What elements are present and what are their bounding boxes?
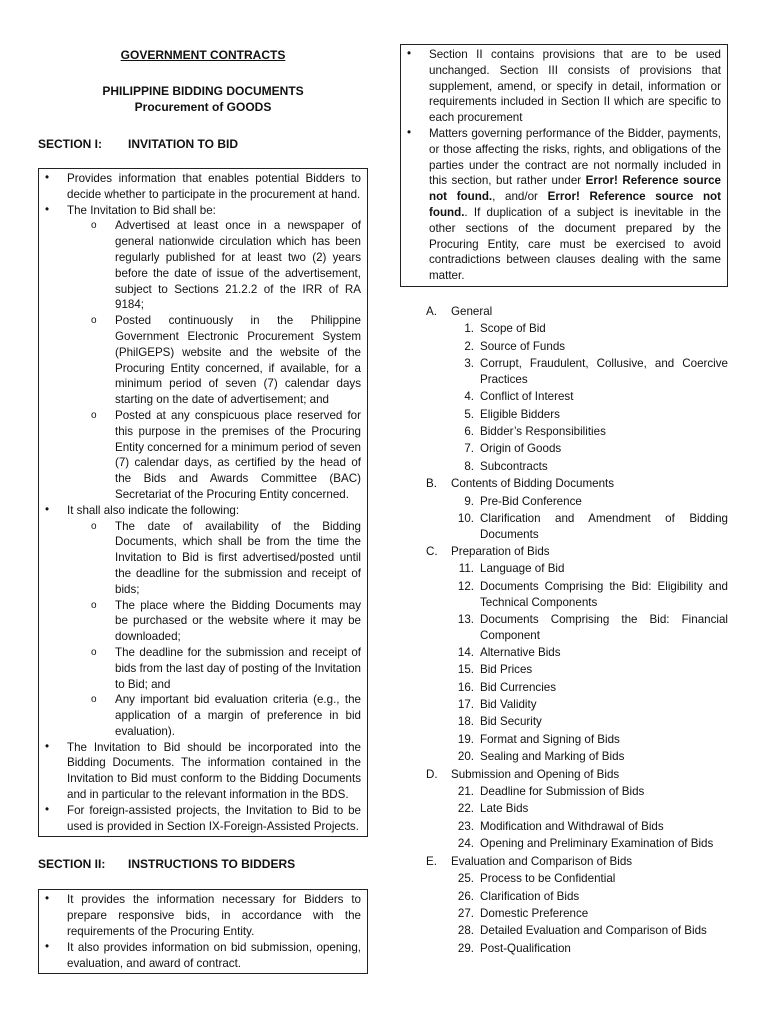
reference-error-text: Error! Reference source not found. xyxy=(429,174,721,204)
toc-item-label: Language of Bid xyxy=(480,562,565,576)
list-item-text: It also provides information on bid submission, opening, evaluation, and award of contract. xyxy=(67,940,361,970)
list-item xyxy=(45,803,361,835)
sub-list-item-text: Posted continuously in the Philippine Government Electronic Procurement System (PhilGEPS) website and the website of the Procuring Entity concerned, if available, for a minimum period of seven (7) calendar days starting on the date of advertisement; and xyxy=(115,314,361,407)
bullet-icon: • xyxy=(45,202,50,216)
circle-bullet-icon: o xyxy=(91,520,97,532)
toc-group-label: Submission and Opening of Bids xyxy=(451,767,620,781)
notes-text-pre: Matters governing performance of the Bidder, payments, or those affecting the risks, rights, and obligations of the parties under the contract are not normally included in this section, but rather under xyxy=(429,126,721,188)
toc-item-number: 10. xyxy=(457,512,474,526)
circle-bullet-icon: o xyxy=(91,220,97,232)
toc-group-d xyxy=(426,766,728,783)
list-item-text: It provides the information necessary for Bidders to prepare responsive bids, in accordance with the requirements of the Procuring Entity. xyxy=(67,893,361,939)
toc-item-number: 24. xyxy=(457,837,474,851)
toc-item-label: Clarification of Bids xyxy=(480,889,580,903)
toc-group-a-items xyxy=(426,320,728,475)
toc-item-label: Origin of Goods xyxy=(480,442,562,456)
list-item xyxy=(45,203,361,219)
toc-item xyxy=(447,320,728,337)
toc-item-number: 2. xyxy=(464,339,474,353)
toc-item-label: Domestic Preference xyxy=(480,906,589,920)
toc-item-label: Sealing and Marking of Bids xyxy=(480,750,625,764)
toc-item-number: 11. xyxy=(458,562,474,576)
toc-item xyxy=(447,888,728,905)
circle-bullet-icon: o xyxy=(91,315,97,327)
toc-item xyxy=(447,338,728,355)
toc-group-label: Contents of Bidding Documents xyxy=(451,477,615,491)
toc-item xyxy=(447,731,728,748)
toc-item-label: Alternative Bids xyxy=(480,645,561,659)
toc-item-number: 22. xyxy=(457,802,474,816)
toc-item xyxy=(447,406,728,423)
toc-item-number: 26. xyxy=(457,889,474,903)
toc-group-marker: A. xyxy=(426,304,437,318)
toc-item-label: Bid Prices xyxy=(480,663,533,677)
toc-item xyxy=(447,713,728,730)
circle-bullet-icon: o xyxy=(91,599,97,611)
toc-item xyxy=(447,679,728,696)
toc-item xyxy=(447,388,728,405)
circle-bullet-icon: o xyxy=(91,409,97,421)
bullet-icon: • xyxy=(407,125,412,139)
toc-item-number: 15. xyxy=(457,663,474,677)
toc-group-label: Evaluation and Comparison of Bids xyxy=(451,854,633,868)
toc-item xyxy=(447,661,728,678)
list-item xyxy=(407,47,721,126)
bullet-icon: • xyxy=(407,47,412,60)
toc-item xyxy=(447,458,728,475)
toc-item-label: Subcontracts xyxy=(480,459,548,473)
toc-group-marker: E. xyxy=(426,854,437,868)
list-item-text: The Invitation to Bid should be incorporated into the Bidding Documents. The information contained in the Invitation to Bid must conform to the Bidding Documents and in particular to the relevant information in the BDS. xyxy=(67,740,361,802)
toc-group-marker: D. xyxy=(426,767,438,781)
toc-group-e xyxy=(426,853,728,870)
list-item xyxy=(45,940,361,972)
toc-item-label: Pre-Bid Conference xyxy=(480,494,582,508)
sub-list-item xyxy=(91,313,361,408)
bullet-icon: • xyxy=(45,502,50,516)
toc-item-number: 7. xyxy=(464,442,474,456)
toc-item-label: Conflict of Interest xyxy=(480,390,574,404)
notes-text-mid: , and/or xyxy=(492,190,548,204)
toc-group-d-items xyxy=(426,783,728,853)
bullet-icon: • xyxy=(45,739,50,753)
toc-item xyxy=(447,611,728,644)
doc-heading-docs: PHILIPPINE BIDDING DOCUMENTS xyxy=(102,84,304,98)
list-item-text: For foreign-assisted projects, the Invitation to Bid to be used is provided in Section IX-Foreign-Assisted Projects. xyxy=(67,803,361,833)
notes-box xyxy=(400,44,728,287)
toc-item-number: 1. xyxy=(464,322,474,336)
toc-group-b xyxy=(426,475,728,492)
toc-item-number: 21. xyxy=(457,785,474,799)
toc-item xyxy=(447,922,728,939)
sub-list-item-text: Any important bid evaluation criteria (e.g., the application of a margin of preference in bid evaluation). xyxy=(115,693,361,738)
list-item xyxy=(407,126,721,284)
sub-list-item-text: Posted at any conspicuous place reserved for this purpose in the premises of the Procuring Entity concerned for a minimum period of seven (7) calendar days, as certified by the head of the Bids and Awards Committee (BAC) Secretariat of the Procuring Entity concerned. xyxy=(115,408,361,501)
toc-item xyxy=(447,748,728,765)
toc-item-label: Deadline for Submission of Bids xyxy=(480,785,645,799)
list-item xyxy=(45,892,361,939)
circle-bullet-icon: o xyxy=(91,694,97,706)
toc-group-c-items xyxy=(426,560,728,765)
list-item xyxy=(45,171,361,203)
toc-item-label: Source of Funds xyxy=(480,339,566,353)
reference-error-text: Error! Reference source not found. xyxy=(429,190,721,219)
bullet-icon: • xyxy=(45,171,50,184)
sub-list-item-text: The date of availability of the Bidding Documents, which shall be from the time the Invitation to Bid is first advertised/posted until the deadline for the submission and receipt of bids; xyxy=(115,519,361,596)
section-2-title: INSTRUCTIONS TO BIDDERS xyxy=(128,857,296,872)
notes-text-post: . If duplication of a subject is inevitable in the other sections of the document prepared by the Procuring Entity, care must be exercised to avoid contradictions between clauses dealing with the same matter. xyxy=(429,205,721,283)
toc-group-label: Preparation of Bids xyxy=(451,545,550,559)
toc-item-number: 12. xyxy=(457,579,474,593)
toc-item xyxy=(447,905,728,922)
left-column xyxy=(38,44,368,974)
bullet-icon: • xyxy=(45,892,50,906)
section-1-title: INVITATION TO BID xyxy=(128,137,238,151)
sub-list-item xyxy=(91,408,361,503)
toc-item xyxy=(447,800,728,817)
toc-item-label: Modification and Withdrawal of Bids xyxy=(480,819,664,833)
toc-item-number: 13. xyxy=(457,612,474,626)
toc-item-number: 29. xyxy=(457,941,474,955)
toc-item-number: 25. xyxy=(457,872,474,886)
sub-list-item-text: The place where the Bidding Documents may be purchased or the website where it may be downloaded; xyxy=(115,598,361,644)
toc-item-label: Format and Signing of Bids xyxy=(480,732,620,746)
toc-item xyxy=(447,940,728,957)
toc-item xyxy=(447,510,728,543)
section-1-box xyxy=(38,168,368,837)
sub-list-item xyxy=(91,218,361,313)
sub-list-item-text: The deadline for the submission and receipt of bids from the last day of posting of the Invitation to Bid; and xyxy=(115,645,361,691)
bullet-icon: • xyxy=(45,802,50,816)
toc-item xyxy=(447,560,728,577)
toc-group-marker: C. xyxy=(426,545,438,559)
toc-item-number: 17. xyxy=(457,698,474,712)
toc-item xyxy=(447,440,728,457)
toc-item-label: Process to be Confidential xyxy=(480,872,616,886)
sub-list-item xyxy=(91,645,361,692)
sub-list-item xyxy=(91,598,361,645)
toc-item-label: Documents Comprising the Bid: Financial Component xyxy=(480,612,728,642)
toc-item xyxy=(447,644,728,661)
toc-item-label: Bidder’s Responsibilities xyxy=(480,424,606,438)
toc-item-label: Eligible Bidders xyxy=(480,407,560,421)
list-item-text: Section II contains provisions that are to be used unchanged. Section III consists of provisions that supplement, amend, or specify in detail, information or requirements included in Section II which are specific to each procurement xyxy=(429,48,721,125)
toc-item xyxy=(447,578,728,611)
toc-item-label: Bid Security xyxy=(480,715,542,729)
toc-item-label: Scope of Bid xyxy=(480,322,546,336)
toc-item-number: 6. xyxy=(464,424,474,438)
toc-item xyxy=(447,493,728,510)
toc-item-number: 9. xyxy=(464,494,474,508)
toc-item-label: Bid Currencies xyxy=(480,680,557,694)
toc-item-number: 20. xyxy=(457,750,474,764)
section-2-number: SECTION II: xyxy=(38,857,106,872)
toc-group-a xyxy=(426,303,728,320)
doc-heading-goods: Procurement of GOODS xyxy=(134,100,272,114)
doc-heading-contracts: GOVERNMENT CONTRACTS xyxy=(120,48,286,62)
list-item-text xyxy=(429,126,721,284)
toc-item xyxy=(447,818,728,835)
toc-item-label: Opening and Preliminary Examination of Bids xyxy=(480,837,714,851)
toc-item-number: 16. xyxy=(457,680,474,694)
list-item xyxy=(45,740,361,803)
list-item-text: Provides information that enables potential Bidders to decide whether to participate in the procurement at hand. xyxy=(67,172,361,201)
toc-item-label: Documents Comprising the Bid: Eligibility and Technical Components xyxy=(480,579,728,609)
toc-group-c xyxy=(426,543,728,560)
toc-item-number: 28. xyxy=(457,924,474,938)
bullet-icon: • xyxy=(45,939,50,953)
circle-bullet-icon: o xyxy=(91,646,97,658)
toc-item-number: 8. xyxy=(464,459,474,473)
toc-item xyxy=(447,835,728,852)
table-of-contents xyxy=(426,303,728,957)
toc-item xyxy=(447,696,728,713)
toc-item-label: Clarification and Amendment of Bidding Documents xyxy=(480,512,728,542)
list-item-text: The Invitation to Bid shall be: xyxy=(67,203,216,217)
section-2-heading xyxy=(38,857,368,871)
sub-list-item-text: Advertised at least once in a newspaper of general nationwide circulation which has been regularly published for at least two (2) years before the date of issue of the advertisement, subject to Sections 21.2.2 of the IRR of RA 9184; xyxy=(115,219,361,312)
toc-item xyxy=(447,783,728,800)
toc-item-number: 5. xyxy=(464,407,474,421)
toc-item-label: Corrupt, Fraudulent, Collusive, and Coercive Practices xyxy=(480,357,728,387)
list-item-text: It shall also indicate the following: xyxy=(67,503,240,517)
toc-item xyxy=(447,423,728,440)
toc-group-marker: B. xyxy=(426,477,437,491)
sub-list-item xyxy=(91,519,361,598)
toc-item-number: 18. xyxy=(457,715,474,729)
toc-group-e-items xyxy=(426,870,728,957)
toc-item xyxy=(447,355,728,388)
toc-group-b-items xyxy=(426,493,728,543)
toc-item-number: 19. xyxy=(457,732,474,746)
sub-list-item xyxy=(91,692,361,739)
toc-item-number: 3. xyxy=(464,357,474,371)
toc-item-number: 23. xyxy=(457,819,474,833)
toc-item-label: Late Bids xyxy=(480,802,529,816)
list-item xyxy=(45,503,361,519)
right-column xyxy=(400,44,728,957)
section-1-heading xyxy=(38,137,368,151)
section-1-number: SECTION I: xyxy=(38,137,103,151)
toc-item-label: Post-Qualification xyxy=(480,941,571,955)
section-2-box xyxy=(38,889,368,974)
toc-item-number: 4. xyxy=(464,390,474,404)
toc-group-label: General xyxy=(451,304,493,318)
toc-item xyxy=(447,870,728,887)
toc-item-number: 14. xyxy=(457,645,474,659)
toc-item-number: 27. xyxy=(457,906,474,920)
toc-item-label: Bid Validity xyxy=(480,698,537,712)
toc-item-label: Detailed Evaluation and Comparison of Bids xyxy=(480,924,707,938)
